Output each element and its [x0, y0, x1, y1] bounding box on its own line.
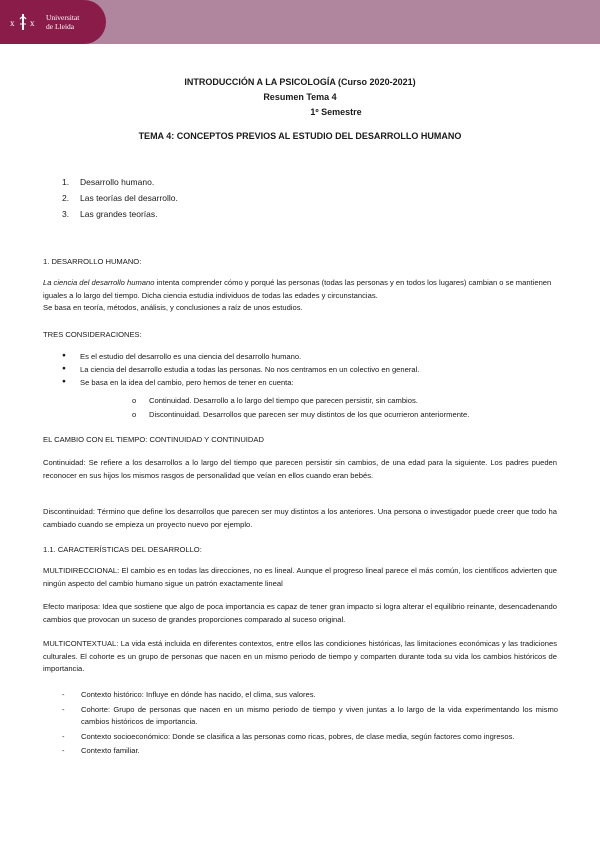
- considerations-heading: TRES CONSIDERACIONES:: [43, 330, 142, 339]
- university-emblem-icon: [10, 11, 44, 33]
- contexts-list: [62, 689, 558, 760]
- topic-title: TEMA 4: CONCEPTOS PREVIOS AL ESTUDIO DEL DESARROLLO HUMANO: [138, 131, 462, 141]
- university-name: [46, 13, 79, 31]
- toc-item: 1. Desarrollo humano.: [62, 177, 155, 187]
- svg-text:x: x: [10, 18, 15, 28]
- logo-line-1: Universitat: [46, 13, 80, 22]
- summary-title: Resumen Tema 4: [263, 92, 337, 102]
- section-intro: La ciencia del desarrollo humano intenta comprender cómo y porqué las personas (todas las personas y en todos los lugares) cambian o se mantienen iguales a lo largo del tiempo. Dicha ciencia estudia individuos de todas las edades y circunstancias. Se basa en teoría, métodos, análisis, y conclusiones a raíz de unos estudios.: [43, 278, 552, 312]
- university-logo: [0, 0, 106, 44]
- list-item: - Contexto histórico: Influye en dónde has nacido, el clima, sus valores.: [62, 689, 558, 702]
- list-item: ● Se basa en la idea del cambio, pero hemos de tener en cuenta:: [62, 378, 552, 391]
- list-item: - Contexto familiar.: [62, 745, 558, 758]
- table-of-contents: [62, 177, 178, 225]
- butterfly-effect-paragraph: Efecto mariposa: Idea que sostiene que algo de poca importancia es capaz de tener gran impacto si logra alterar el equilibrio reinante, desencadenando cambios que provocan un suceso de grandes proporciones comparado al suceso original.: [43, 602, 557, 624]
- section-heading: 1. DESARROLLO HUMANO:: [43, 257, 142, 266]
- continuity-paragraph: Continuidad: Se refiere a los desarrollos a lo largo del tiempo que parecen persistir sin cambios, de una edad para la siguiente. Los padres pueden reconocer en sus hijos los mismos rasgos de personalidad que veían en ellos cuando eran bebés.: [43, 458, 557, 480]
- logo-line-2: de Lleida: [46, 22, 75, 31]
- semester-label: 1º Semestre: [310, 107, 362, 117]
- discontinuity-paragraph: Discontinuidad: Término que define los desarrollos que parecen ser muy distintos a los anteriores. Una persona o investigador puede creer que todo ha cambiado cuando se empieza un proyecto nuevo por ejemplo.: [43, 507, 557, 529]
- considerations-list: [62, 352, 552, 391]
- multidirectional-paragraph: MULTIDIRECCIONAL: El cambio es en todas las direcciones, no es lineal. Aunque el progreso lineal parece el más común, los científicos advierten que ningún aspecto del cambio humano sigue un patrón exactamente lineal: [43, 566, 557, 588]
- list-item: ● Es el estudio del desarrollo es una ciencia del desarrollo humano.: [62, 352, 552, 365]
- svg-text:x: x: [30, 18, 35, 28]
- list-item: ● La ciencia del desarrollo estudia a todas las personas. No nos centramos en un colectivo en general.: [62, 365, 552, 378]
- list-item: - Contexto socioeconómico: Donde se clasifica a las personas como ricas, pobres, de clase media, según factores como ingresos.: [62, 731, 558, 744]
- toc-item: 2. Las teorías del desarrollo.: [62, 193, 178, 203]
- considerations-sublist: [132, 396, 562, 424]
- multicontextual-paragraph: MULTICONTEXTUAL: La vida está incluida en diferentes contextos, entre ellos las condiciones históricas, las limitaciones económicas y las tradiciones culturales. El cohorte es un grupo de personas que nacen en un mismo periodo de tiempo y comparten durante toda su vida los cambios históricos de importancia.: [43, 639, 557, 673]
- change-heading: EL CAMBIO CON EL TIEMPO: CONTINUIDAD Y CONTINUIDAD: [43, 435, 264, 444]
- document-title: INTRODUCCIÓN A LA PSICOLOGÍA (Curso 2020-2021): [184, 77, 416, 87]
- list-item: o Discontinuidad. Desarrollos que parecen ser muy distintos de los que ocurrieron anteriormente.: [132, 410, 562, 424]
- characteristics-heading: 1.1. CARACTERÍSTICAS DEL DESARROLLO:: [43, 545, 202, 554]
- toc-item: 3. Las grandes teorías.: [62, 209, 158, 219]
- list-item: - Cohorte: Grupo de personas que nacen en un mismo periodo de tiempo y viven juntas a lo largo de la vida experimentando los mismo cambios históricos de importancia.: [62, 704, 558, 729]
- list-item: o Continuidad. Desarrollo a lo largo del tiempo que parecen persistir, sin cambios.: [132, 396, 562, 410]
